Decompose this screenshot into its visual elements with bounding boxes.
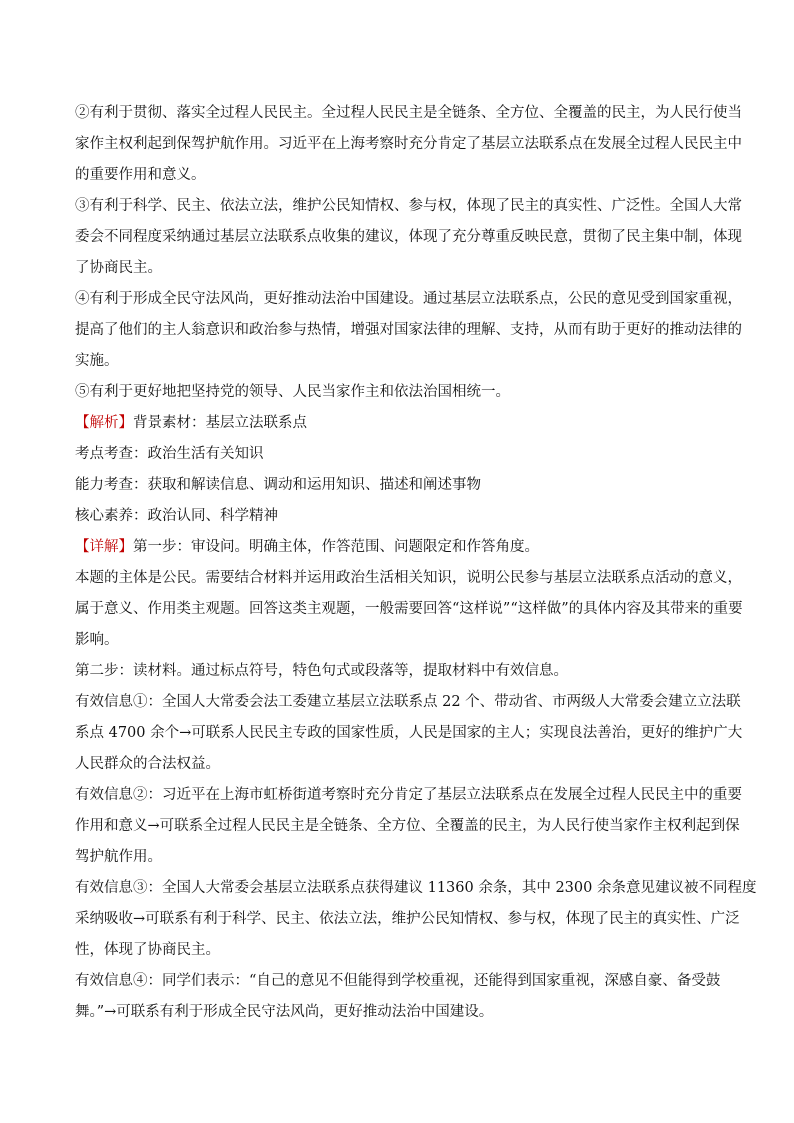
info-1-paragraph: [75, 687, 743, 780]
detail-text: 第一步：审设问。明确主体，作答范围、问题限定和作答角度。: [133, 539, 539, 555]
text-line: 驾护航作用。: [75, 849, 162, 865]
detail-line: [75, 532, 725, 563]
info-2-paragraph: [75, 780, 742, 873]
text-line: 采纳吸收→可联系有利于科学、民主、依法立法，维护公民知情权、参与权，体现了民主的真实性、广泛: [75, 911, 740, 927]
text-line: 了协商民主。: [75, 260, 162, 276]
text-line: 属于意义、作用类主观题。回答这类主观题，一般需要回答“这样说”“这样做”的具体内容及其带来的重要: [75, 601, 743, 617]
text-line: 人民群众的合法权益。: [75, 756, 220, 772]
text-line: 委会不同程度采纳通过基层立法联系点收集的建议，体现了充分尊重反映民意，贯彻了民主集中制，体现: [75, 229, 742, 245]
text-line: 实施。: [75, 353, 119, 369]
text-line: 系点 4700 余个→可联系人民民主专政的国家性质，人民是国家的主人；实现良法善治，更好的维护广大: [75, 725, 743, 741]
exam-point-line: 考点考查：政治生活有关知识: [75, 446, 264, 462]
text-line: 舞。”→可联系有利于形成全民守法风尚，更好推动法治中国建设。: [75, 1004, 494, 1020]
subject-paragraph: [75, 563, 743, 656]
analysis-line: [75, 408, 725, 439]
ability-line: 能力考查：获取和解读信息、调动和运用知识、描述和阐述事物: [75, 477, 481, 493]
text-line: 提高了他们的主人翁意识和政治参与热情，增强对国家法律的理解、支持，从而有助于更好的推动法律的: [75, 322, 742, 338]
paragraph-4: [75, 284, 742, 377]
text-line: 有效信息①：全国人大常委会法工委建立基层立法联系点 22 个、带动省、市两级人大常委会建立立法联: [75, 694, 741, 710]
answer-text: [75, 98, 757, 1028]
text-line: 本题的主体是公民。需要结合材料并运用政治生活相关知识，说明公民参与基层立法联系点活动的意义，: [75, 570, 742, 586]
core-literacy-line: 核心素养：政治认同、科学精神: [75, 508, 278, 524]
text-line: ②有利于贯彻、落实全过程人民民主。全过程人民民主是全链条、全方位、全覆盖的民主，为人民行使当: [75, 105, 742, 121]
text-line: 有效信息③：全国人大常委会基层立法联系点获得建议 11360 余条，其中 2300 余条意见建议被不同程度: [75, 880, 757, 896]
text-line: 有效信息②：习近平在上海市虹桥街道考察时充分肯定了基层立法联系点在发展全过程人民民主中的重要: [75, 787, 742, 803]
paragraph-2: [75, 98, 742, 191]
text-line: ③有利于科学、民主、依法立法，维护公民知情权、参与权，体现了民主的真实性、广泛性。全国人大常: [75, 198, 742, 214]
analysis-tag: 【解析】: [75, 415, 133, 431]
text-line: 有效信息④：同学们表示：“自己的意见不但能得到学校重视，还能得到国家重视，深感自豪、备受鼓: [75, 973, 721, 989]
text-line: 的重要作用和意义。: [75, 167, 206, 183]
info-4-paragraph: [75, 966, 725, 1028]
paragraph-3: [75, 191, 742, 284]
text-line: ⑤有利于更好地把坚持党的领导、人民当家作主和依法治国相统一。: [75, 384, 510, 400]
step-two-line: 第二步：读材料。通过标点符号，特色句式或段落等，提取材料中有效信息。: [75, 663, 568, 679]
info-3-paragraph: [75, 873, 757, 966]
text-line: 家作主权利起到保驾护航作用。习近平在上海考察时充分肯定了基层立法联系点在发展全过程人民民主中: [75, 136, 742, 152]
text-line: ④有利于形成全民守法风尚，更好推动法治中国建设。通过基层立法联系点，公民的意见受到国家重视，: [75, 291, 742, 307]
detail-tag: 【详解】: [75, 539, 133, 555]
analysis-text: 背景素材：基层立法联系点: [133, 415, 307, 431]
paragraph-5: [75, 377, 725, 408]
text-line: 性，体现了协商民主。: [75, 942, 220, 958]
text-line: 影响。: [75, 632, 119, 648]
text-line: 作用和意义→可联系全过程人民民主是全链条、全方位、全覆盖的民主，为人民行使当家作主权利起到保: [75, 818, 740, 834]
